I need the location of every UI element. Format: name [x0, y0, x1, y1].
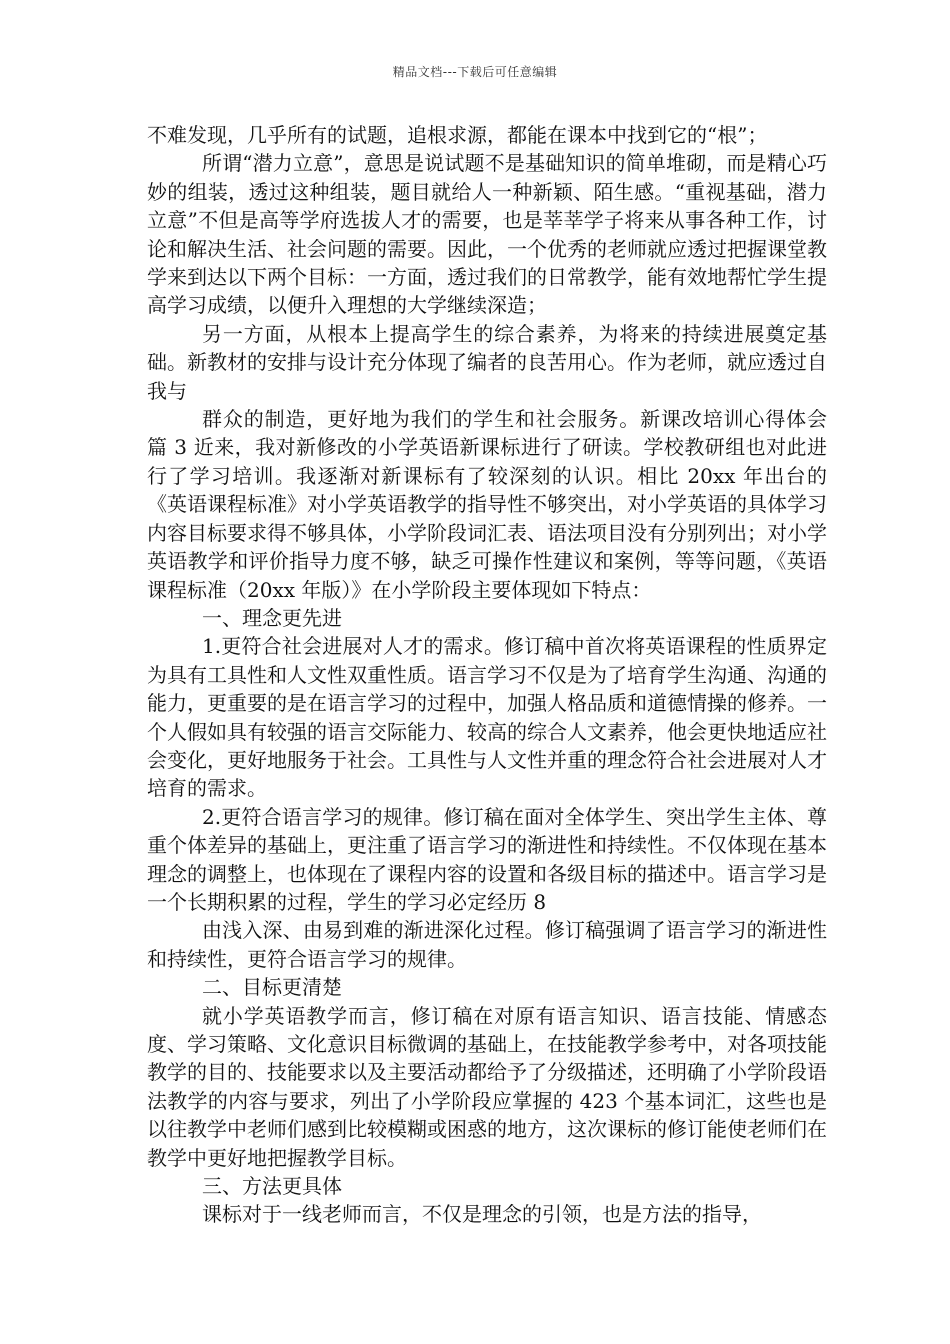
paragraph: 由浅入深、由易到难的渐进深化过程。修订稿强调了语言学习的渐进性和持续性，更符合语言学习的规律。 — [147, 918, 827, 971]
paragraph: 不难发现，几乎所有的试题，追根求源，都能在课本中找到它的“根”； — [147, 123, 768, 147]
section-heading: 二、目标更清楚 — [202, 975, 342, 1000]
paragraph: 就小学英语教学而言，修订稿在对原有语言知识、语言技能、情感态度、学习策略、文化意识目标微调的基础上，在技能教学参考中，对各项技能教学的目的、技能要求以及主要活动都给予了分级描述，还明确了小学阶段语法教学的内容与要求，列出了小学阶段应掌握的 423 个基本词汇，这些也是以往教学中老师们感到比较模糊或困惑的地方，这次课标的修订能使老师们在教学中更好地把握教学目标。 — [147, 1003, 827, 1170]
document-body — [147, 121, 840, 1229]
page-header: 精品文档---下载后可任意编辑 — [392, 65, 558, 79]
section-heading: 三、方法更具体 — [202, 1174, 342, 1199]
section-heading: 一、理念更先进 — [202, 605, 342, 630]
paragraph: 课标对于一线老师而言，不仅是理念的引领，也是方法的指导， — [202, 1202, 762, 1227]
paragraph: 群众的制造，更好地为我们的学生和社会服务。新课改培训心得体会 篇 3 近来，我对新修改的小学英语新课标进行了研读。学校教研组也对此进行了学习培训。我逐渐对新课标有了较深刻的认识。相比 20xx 年出台的《英语课程标准》对小学英语教学的指导性不够突出，对小学英语的具体学习内容目标要求得不够具体，小学阶段词汇表、语法项目没有分别列出；对小学英语教学和评价指导力度不够，缺乏可操作性建议和案例，等等问题，《英语课程标准（20xx 年版）》在小学阶段主要体现如下特点： — [147, 407, 840, 602]
paragraph: 1.更符合社会进展对人才的需求。修订稿中首次将英语课程的性质界定为具有工具性和人文性双重性质。语言学习不仅是为了培育学生沟通、沟通的能力，更重要的是在语言学习的过程中，加强人格品质和道德情操的修养。一个人假如具有较强的语言交际能力、较高的综合人文素养，他会更快地适应社会变化，更好地服务于社会。工具性与人文性并重的理念符合社会进展对人才培育的需求。 — [147, 634, 827, 801]
paragraph: 另一方面，从根本上提高学生的综合素养，为将来的持续进展奠定基础。新教材的安排与设计充分体现了编者的良苦用心。作为老师，就应透过自我与 — [147, 321, 827, 403]
paragraph: 所谓“潜力立意”，意思是说试题不是基础知识的简单堆砌，而是精心巧妙的组装，透过这种组装，题目就给人一种新颖、陌生感。“重视基础，潜力立意”不但是高等学府选拔人才的需要，也是莘莘学子将来从事各种工作，讨论和解决生活、社会问题的需要。因此，一个优秀的老师就应透过把握课堂教学来到达以下两个目标：一方面，透过我们的日常教学，能有效地帮忙学生提高学习成绩，以便升入理想的大学继续深造； — [147, 151, 827, 318]
paragraph: 2.更符合语言学习的规律。修订稿在面对全体学生、突出学生主体、尊重个体差异的基础上，更注重了语言学习的渐进性和持续性。不仅体现在基本理念的调整上，也体现在了课程内容的设置和各级目标的描述中。语言学习是一个长期积累的过程，学生的学习必定经历 8 — [147, 804, 827, 914]
